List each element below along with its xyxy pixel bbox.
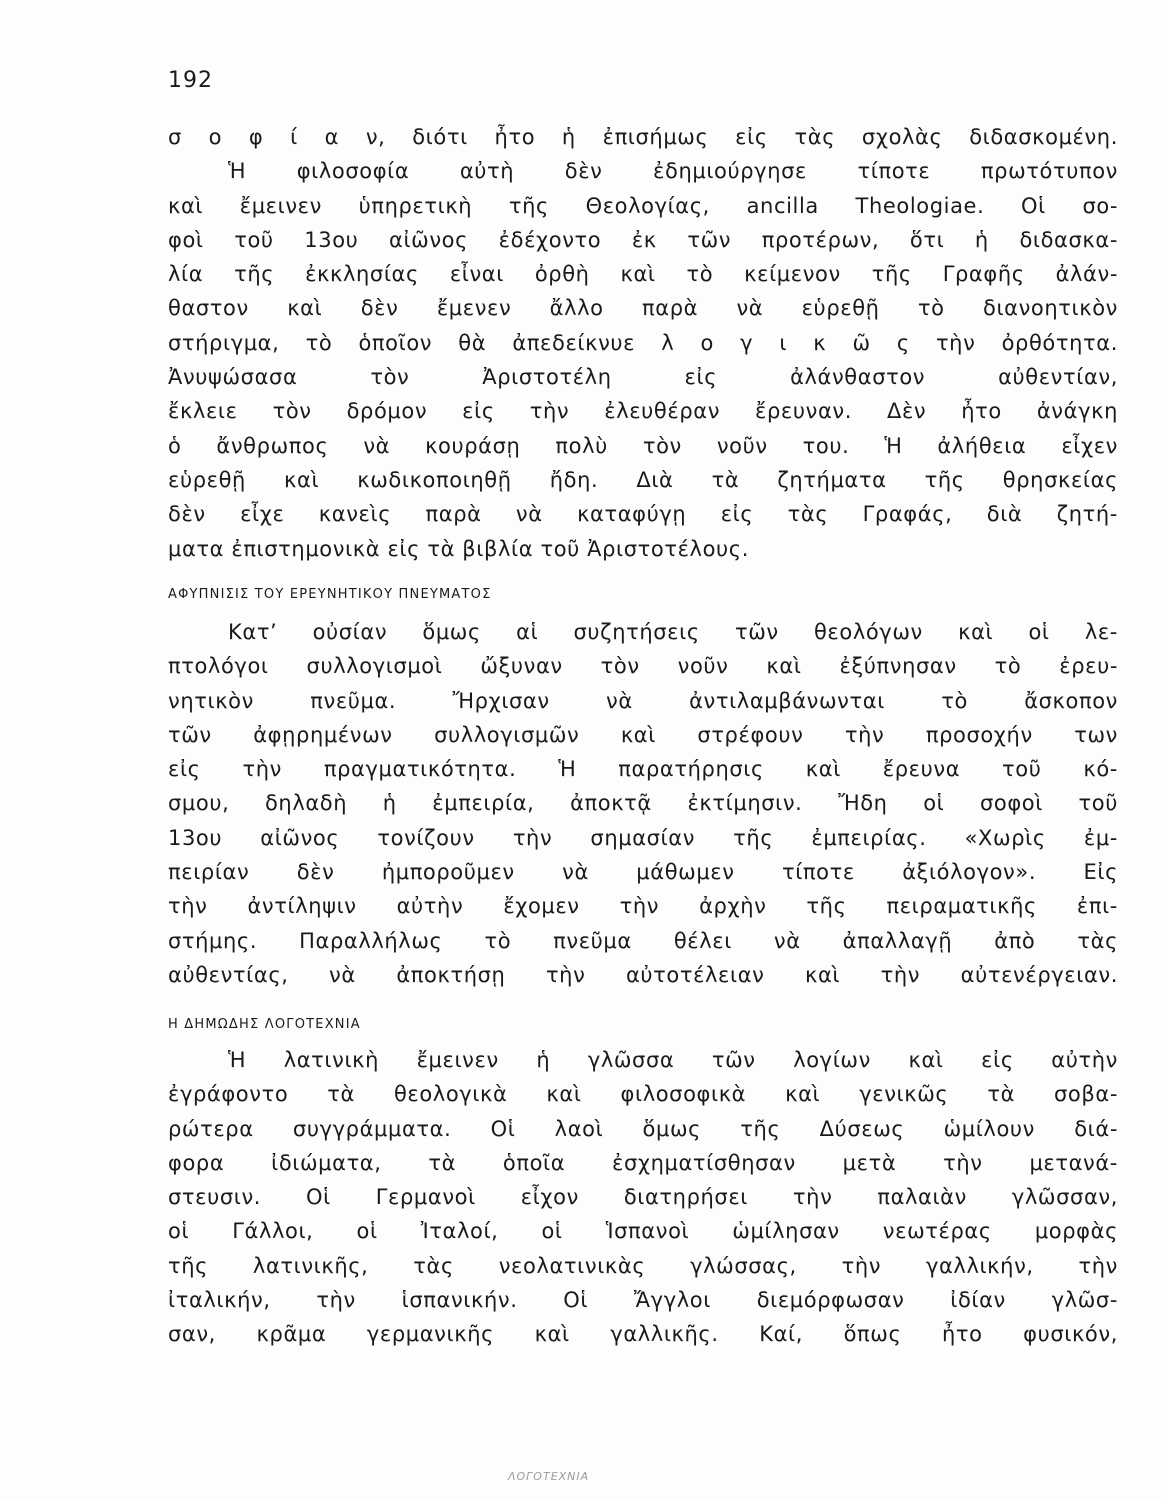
text-line: φορα ἰδιώματα, τὰ ὁποῖα ἐσχηματίσθησαν μετὰ τὴν μετανά-: [168, 1150, 1118, 1175]
text-line: Κατ’ οὐσίαν ὅμως αἱ συζητήσεις τῶν θεολόγων καὶ οἱ λε-: [228, 620, 1118, 644]
text-line: τὴν ἀντίληψιν αὐτὴν ἔχομεν τὴν ἀρχὴν τῆς πειραματικῆς ἐπι-: [168, 894, 1118, 919]
text-line: εὑρεθῇ καὶ κωδικοποιηθῇ ἤδη. Διὰ τὰ ζητήματα τῆς θρησκείας: [168, 467, 1118, 492]
text-line: 13ου αἰῶνος τονίζουν τὴν σημασίαν τῆς ἐμπειρίας. «Χωρὶς ἐμ-: [168, 825, 1118, 850]
text-line: λία τῆς ἐκκλησίας εἶναι ὀρθὴ καὶ τὸ κείμενον τῆς Γραφῆς ἀλάν-: [168, 262, 1118, 287]
paragraph-scholastic-philosophy: [168, 120, 1118, 566]
text-line: δὲν εἶχε κανεὶς παρὰ νὰ καταφύγῃ εἰς τὰς Γραφάς, διὰ ζητή-: [168, 502, 1118, 527]
text-line: εἰς τὴν πραγματικότητα. Ἡ παρατήρησις καὶ ἔρευνα τοῦ κό-: [168, 757, 1118, 782]
text-line: στήμης. Παραλλήλως τὸ πνεῦμα θέλει νὰ ἀπαλλαγῇ ἀπὸ τὰς: [168, 928, 1118, 953]
text-line: ἔκλειε τὸν δρόμον εἰς τὴν ἐλευθέραν ἔρευναν. Δὲν ἦτο ἀνάγκη: [168, 399, 1118, 424]
text-line: ἰταλικήν, τὴν ἱσπανικήν. Οἱ Ἄγγλοι διεμόρφωσαν ἰδίαν γλῶσ-: [168, 1288, 1118, 1313]
text-line: ἐγράφοντο τὰ θεολογικὰ καὶ φιλοσοφικὰ καὶ γενικῶς τὰ σοβα-: [168, 1082, 1118, 1107]
text-line: θαστον καὶ δὲν ἔμενεν ἄλλο παρὰ νὰ εὑρεθῇ τὸ διανοητικὸν: [168, 296, 1118, 321]
text-line: πτολόγοι συλλογισμοὶ ὤξυναν τὸν νοῦν καὶ ἐξύπνησαν τὸ ἐρευ-: [168, 654, 1118, 679]
text-line: τῆς λατινικῆς, τὰς νεολατινικὰς γλώσσας, τὴν γαλλικήν, τὴν: [168, 1253, 1118, 1278]
text-line: στήριγμα, τὸ ὁποῖον θὰ ἀπεδείκνυε λ ο γ ι κ ῶ ς τὴν ὀρθότητα.: [168, 330, 1118, 355]
text-line: φοὶ τοῦ 13ου αἰῶνος ἐδέχοντο ἐκ τῶν προτέρων, ὅτι ἡ διδασκα-: [168, 227, 1118, 252]
text-line: ρώτερα συγγράμματα. Οἱ λαοὶ ὅμως τῆς Δύσεως ὡμίλουν διά-: [168, 1116, 1118, 1141]
text-line: Ἀνυψώσασα τὸν Ἀριστοτέλη εἰς ἀλάνθαστον αὐθεντίαν,: [168, 365, 1118, 390]
text-line: σ ο φ ί α ν, διότι ἦτο ἡ ἐπισήμως εἰς τὰς σχολὰς διδασκομένη.: [168, 125, 1118, 149]
bleed-through-footer: ΛΟΓΟΤΕΧΝΙΑ: [508, 1470, 590, 1483]
paragraph-vernacular-languages: [168, 1043, 1118, 1352]
text-line: τῶν ἀφῃρημένων συλλογισμῶν καὶ στρέφουν τὴν προσοχήν των: [168, 722, 1118, 747]
text-line: σμου, δηλαδὴ ἡ ἐμπειρία, ἀποκτᾷ ἐκτίμησιν. Ἤδη οἱ σοφοὶ τοῦ: [168, 791, 1118, 816]
text-line: ὁ ἄνθρωπος νὰ κουράσῃ πολὺ τὸν νοῦν του. Ἡ ἀλήθεια εἶχεν: [168, 433, 1118, 458]
section-heading-awakening: ΑΦΥΠΝΙΣΙΣ ΤΟΥ ΕΡΕΥΝΗΤΙΚΟΥ ΠΝΕΥΜΑΤΟΣ: [168, 587, 492, 602]
text-line: οἱ Γάλλοι, οἱ Ἰταλοί, οἱ Ἱσπανοὶ ὡμίλησαν νεωτέρας μορφὰς: [168, 1219, 1118, 1244]
paragraph-research-spirit: [168, 615, 1118, 992]
text-line: νητικὸν πνεῦμα. Ἤρχισαν νὰ ἀντιλαμβάνωνται τὸ ἄσκοπον: [168, 688, 1118, 713]
section-heading-folk-literature: Η ΔΗΜΩΔΗΣ ΛΟΓΟΤΕΧΝΙΑ: [168, 1017, 361, 1032]
text-line: Ἡ φιλοσοφία αὐτὴ δὲν ἐδημιούργησε τίποτε πρωτότυπον: [228, 159, 1118, 184]
text-line: αὐθεντίας, νὰ ἀποκτήσῃ τὴν αὐτοτέλειαν καὶ τὴν αὐτενέργειαν.: [168, 962, 1118, 987]
text-line: στευσιν. Οἱ Γερμανοὶ εἶχον διατηρήσει τὴν παλαιὰν γλῶσσαν,: [168, 1185, 1118, 1210]
text-line: πειρίαν δὲν ἠμποροῦμεν νὰ μάθωμεν τίποτε ἀξιόλογον». Εἰς: [168, 860, 1118, 885]
text-line: καὶ ἔμεινεν ὑπηρετικὴ τῆς Θεολογίας, ancilla Theologiae. Οἱ σο-: [168, 193, 1118, 218]
text-line: Ἡ λατινικὴ ἔμεινεν ἡ γλῶσσα τῶν λογίων καὶ εἰς αὐτὴν: [228, 1048, 1118, 1072]
text-line: σαν, κρᾶμα γερμανικῆς καὶ γαλλικῆς. Καί, ὅπως ἦτο φυσικόν,: [168, 1322, 1118, 1347]
text-line: ματα ἐπιστημονικὰ εἰς τὰ βιβλία τοῦ Ἀριστοτέλους.: [168, 536, 749, 561]
page-number: 192: [168, 68, 213, 93]
